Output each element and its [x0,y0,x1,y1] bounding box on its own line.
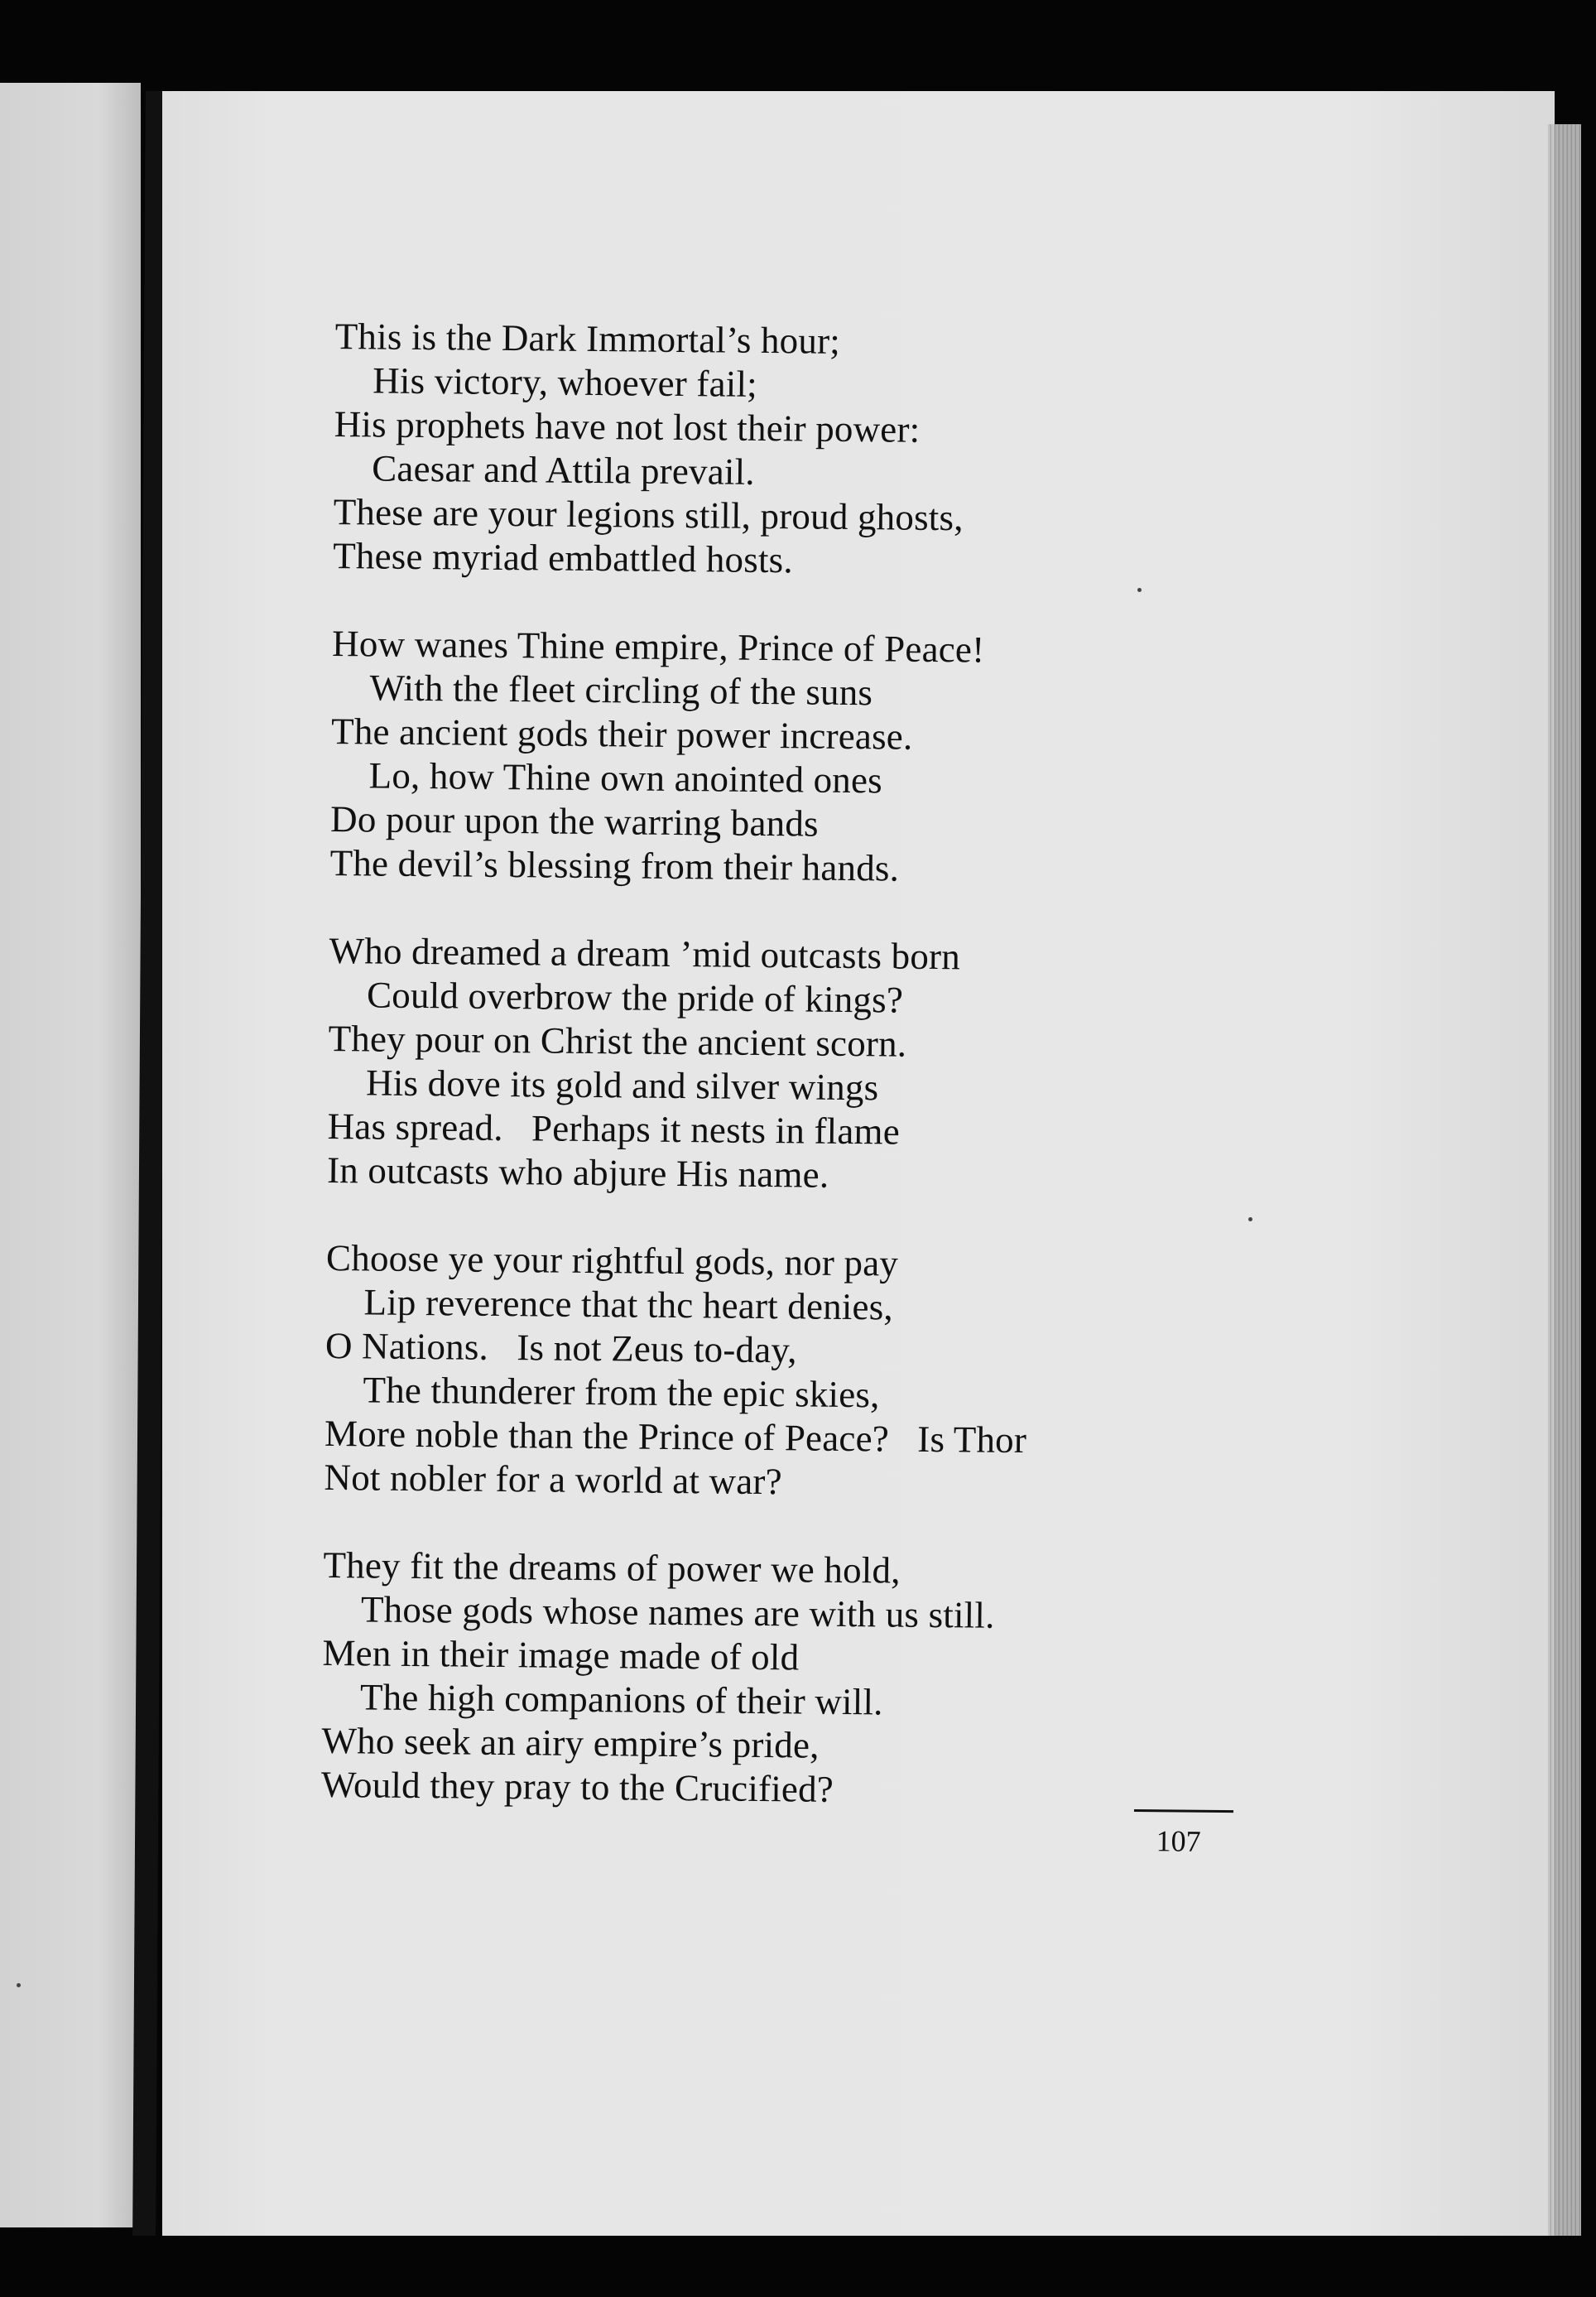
poem-line: Those gods whose names are with us still. [360,1588,995,1636]
poem-line: His victory, whoever fail; [372,359,758,405]
poem-line: Would they pray to the Crucified? [320,1763,834,1810]
stanza [333,315,1312,587]
poem-line: The thunderer from the epic skies, [363,1369,880,1416]
poem-line: These are your legions still, proud ghosts, [333,490,964,539]
poem-line: Not nobler for a world at war? [324,1456,783,1503]
stanza [321,1543,1300,1816]
bottom-shadow [83,2236,1581,2297]
poem-line: In outcasts who abjure His name. [326,1148,829,1196]
poem-line: Do pour upon the warring bands [329,797,820,845]
poem-line: The ancient gods their power increase. [330,710,913,758]
poem-line: This is the Dark Immortal’s hour; [334,315,841,362]
page-footer [1133,1809,1238,1859]
poem-line: How wanes Thine empire, Prince of Peace! [331,622,985,671]
poem-line: Men in their image made of old [322,1631,800,1678]
poem-line: Lip reverence that thc heart denies, [363,1281,894,1328]
poem-line: More noble than the Prince of Peace? Is Thor [324,1412,1027,1462]
poem-line: With the fleet circling of the suns [369,667,873,714]
page-number: 107 [1156,1824,1201,1858]
page-stack-edge [1548,124,1581,2252]
facing-page-edge [0,83,141,2227]
poem-line: Lo, how Thine own anointed ones [368,754,883,802]
poem-line: Choose ye your rightful gods, nor pay [325,1236,899,1284]
stanza [327,929,1306,1201]
paper-speck [17,1983,21,1987]
poem-line: They fit the dreams of power we hold, [323,1543,901,1592]
poem-line: The devil’s blessing from their hands. [329,841,900,889]
poem-body [320,315,1312,1860]
poem-line: Who seek an airy empire’s pride, [321,1719,820,1766]
poem-line: O Nations. Is not Zeus to-day, [324,1324,797,1371]
footer-rule [1134,1809,1233,1813]
poem-line: Who dreamed a dream ’mid outcasts born [329,929,961,978]
poem-line: Caesar and Attila prevail. [371,447,755,493]
stanza [329,622,1309,894]
stanza [324,1236,1303,1509]
poem-line: They pour on Christ the ancient scorn. [328,1017,907,1065]
poem-line: These myriad embattled hosts. [332,534,794,581]
poem-line: His prophets have not lost their power: [334,402,921,450]
poem-line: Has spread. Perhaps it nests in flame [327,1105,901,1153]
poem-line: His dove its gold and silver wings [365,1062,879,1109]
poem-line: Could overbrow the pride of kings? [366,974,904,1021]
poem-line: The high companions of their will. [359,1676,883,1723]
